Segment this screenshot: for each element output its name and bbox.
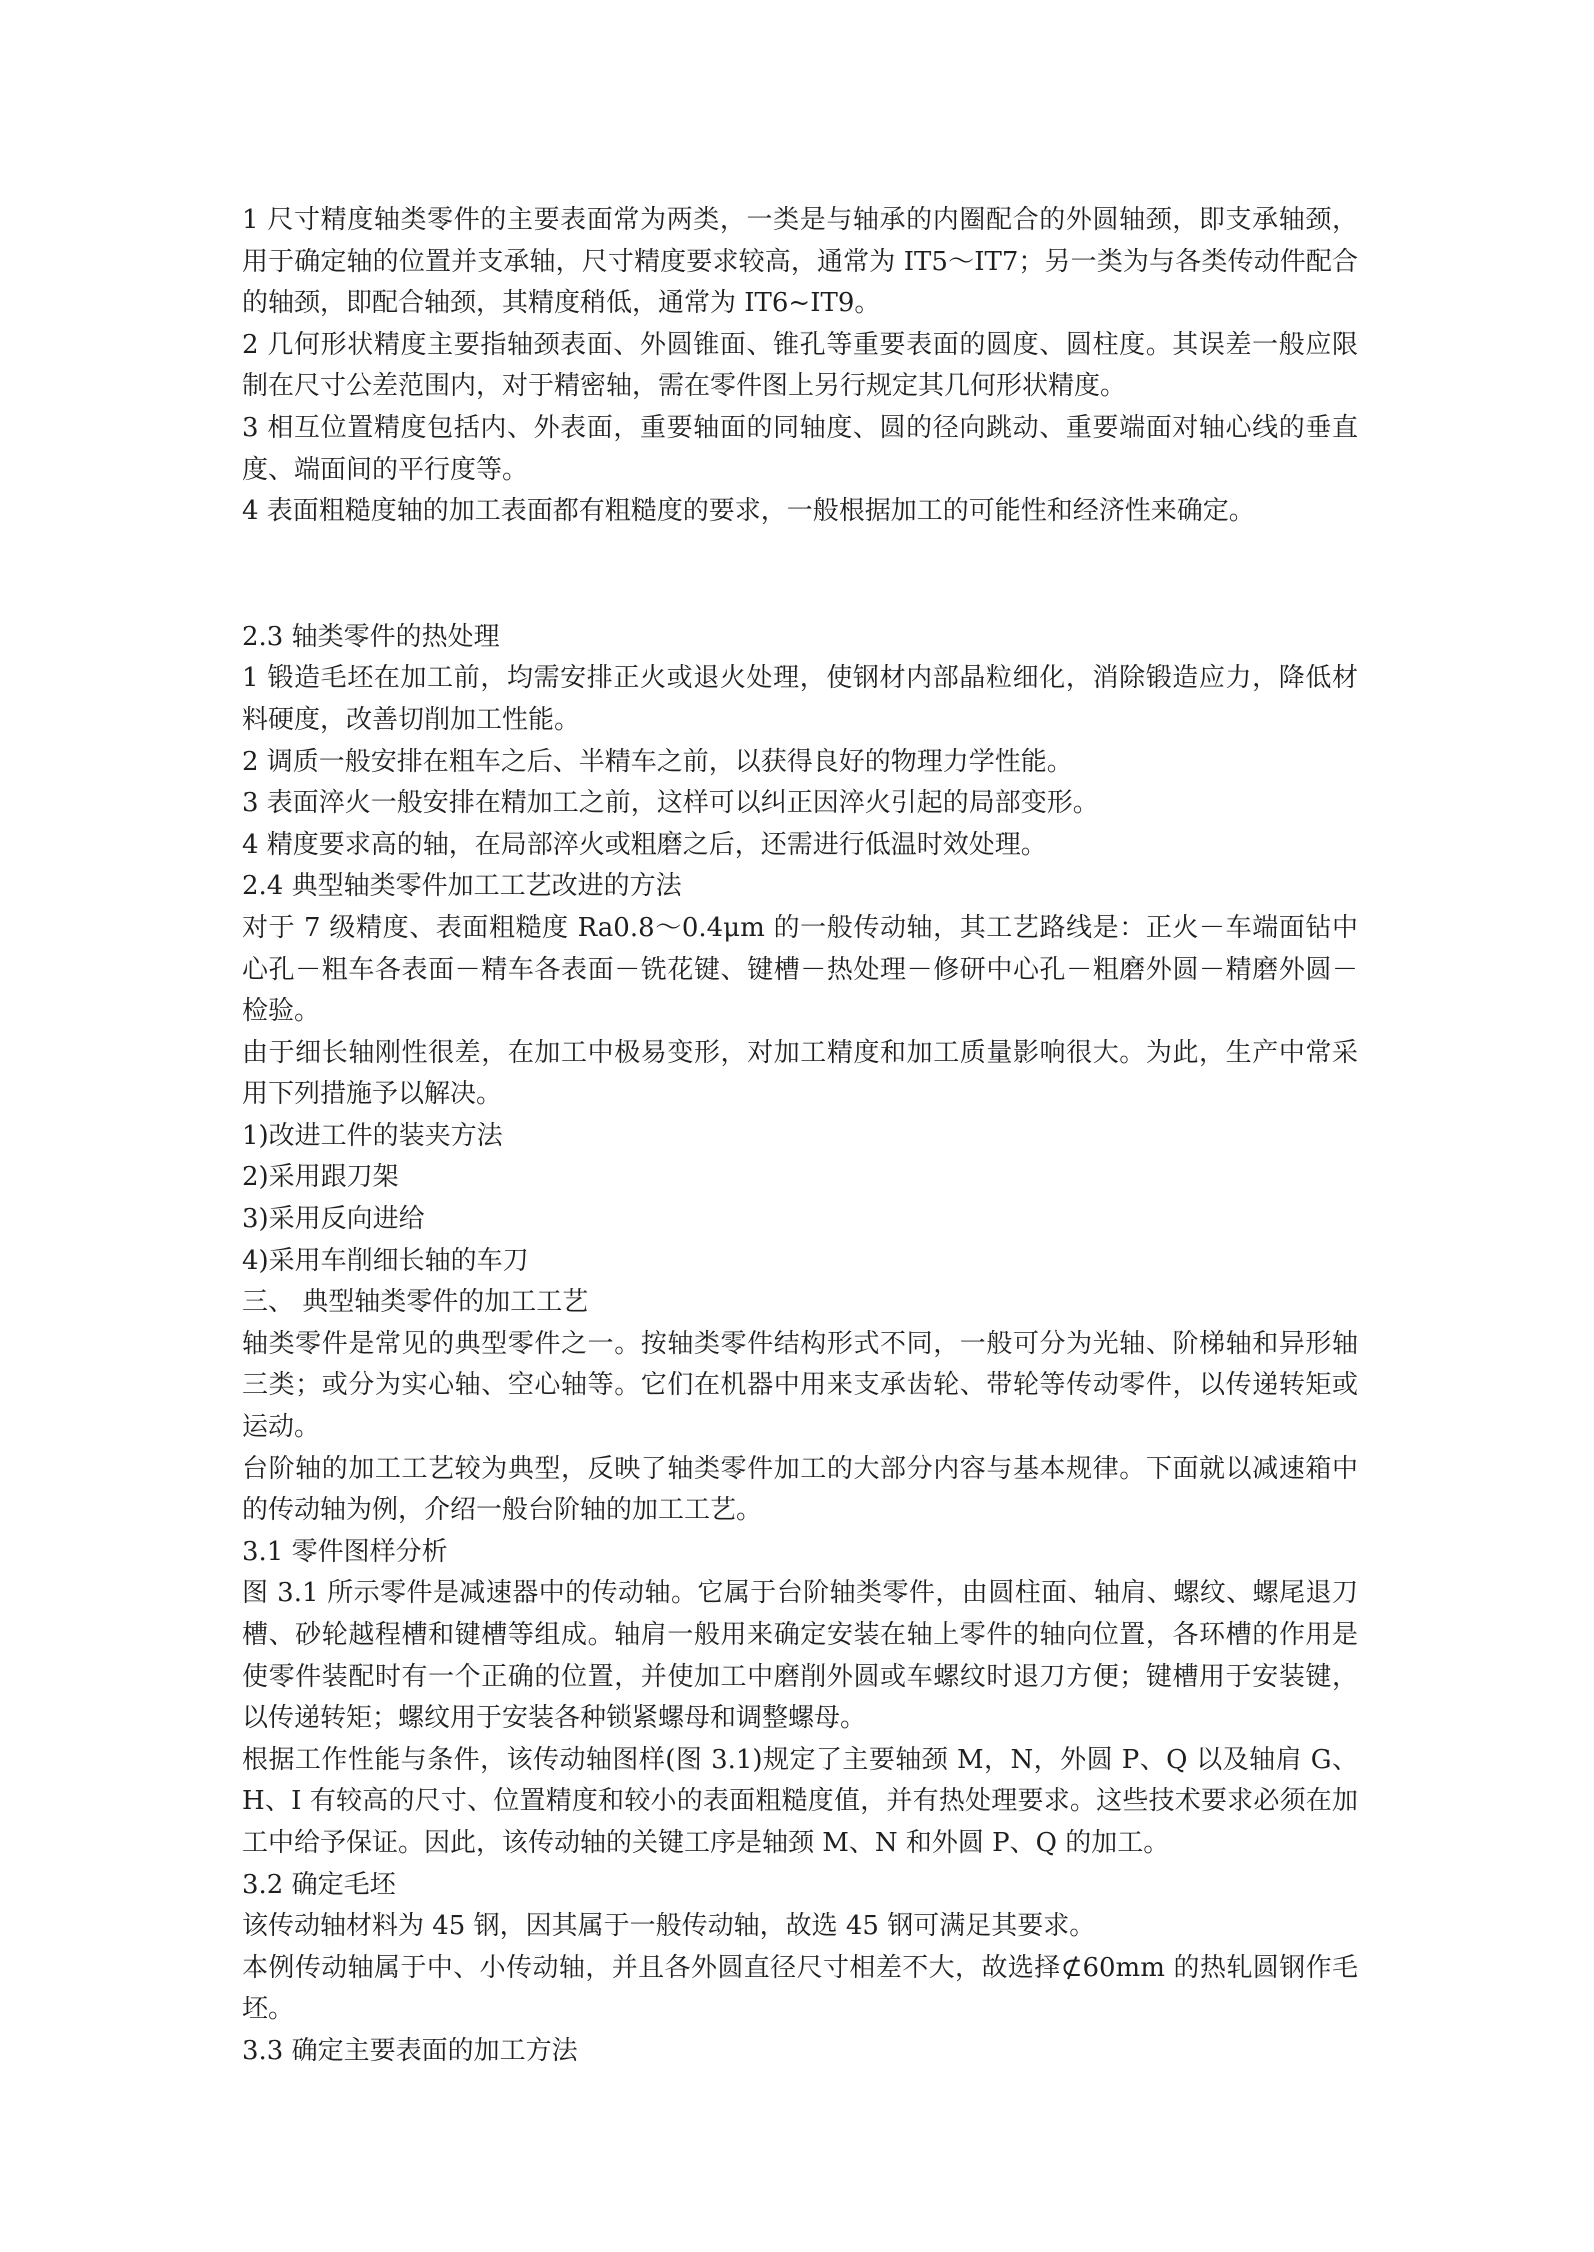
paragraph-slender-shaft: 由于细长轴刚性很差，在加工中极易变形，对加工精度和加工质量影响很大。为此，生产中常采用下列措施予以解决。 (242, 1037, 1358, 1110)
list-item-follow-rest: 2)采用跟刀架 (242, 1162, 399, 1193)
paragraph-key-process: 根据工作性能与条件，该传动轴图样(图 3.1)规定了主要轴颈 M，N，外圆 P、Q 以及轴肩 G、H、I 有较高的尺寸、位置精度和较小的表面粗糙度值，并有热处理要求。这些技术要求必须在加工中给予保证。因此，该传动轴的关键工序是轴颈 M、N 和外圆 P、Q 的加工。 (242, 1744, 1358, 1858)
list-item-reverse-feed: 3)采用反向进给 (242, 1204, 425, 1235)
paragraph-quenching-tempering: 2 调质一般安排在粗车之后、半精车之前，以获得良好的物理力学性能。 (242, 746, 1073, 777)
paragraph-process-route: 对于 7 级精度、表面粗糙度 Ra0.8～0.4μm 的一般传动轴，其工艺路线是：正火－车端面钻中心孔－粗车各表面－精车各表面－铣花键、键槽－热处理－修研中心孔－粗磨外圆－精磨外圆－检验。 (242, 912, 1358, 1027)
paragraph-forging-normalizing: 1 锻造毛坯在加工前，均需安排正火或退火处理，使钢材内部晶粒细化，消除锻造应力，降低材料硬度，改善切削加工性能。 (242, 663, 1358, 735)
paragraph-material: 该传动轴材料为 45 钢，因其属于一般传动轴，故选 45 钢可满足其要求。 (242, 1911, 1096, 1942)
paragraph-step-shaft: 台阶轴的加工工艺较为典型，反映了轴类零件加工的大部分内容与基本规律。下面就以减速箱中的传动轴为例，介绍一般台阶轴的加工工艺。 (242, 1453, 1358, 1526)
document-body (242, 200, 1358, 2073)
list-item-clamping: 1)改进工件的装夹方法 (242, 1120, 503, 1151)
heading-3-1: 3.1 零件图样分析 (242, 1536, 448, 1567)
paragraph-blank-selection: 本例传动轴属于中、小传动轴，并且各外圆直径尺寸相差不大，故选择⊄60mm 的热轧圆钢作毛坯。 (242, 1952, 1358, 2025)
paragraph-dimensional-accuracy: 1 尺寸精度轴类零件的主要表面常为两类，一类是与轴承的内圈配合的外圆轴颈，即支承轴颈，用于确定轴的位置并支承轴，尺寸精度要求较高，通常为 IT5～IT7；另一类为与各类传动件配合的轴颈，即配合轴颈，其精度稍低，通常为 IT6~IT9。 (242, 205, 1358, 319)
heading-2-4: 2.4 典型轴类零件加工工艺改进的方法 (242, 871, 682, 902)
paragraph-surface-roughness: 4 表面粗糙度轴的加工表面都有粗糙度的要求，一般根据加工的可能性和经济性来确定。 (242, 496, 1255, 527)
paragraph-aging-treatment: 4 精度要求高的轴，在局部淬火或粗磨之后，还需进行低温时效处理。 (242, 829, 1047, 860)
section-gap (242, 533, 1358, 617)
list-item-turning-tool: 4)采用车削细长轴的车刀 (242, 1245, 529, 1276)
paragraph-shaft-types: 轴类零件是常见的典型零件之一。按轴类零件结构形式不同，一般可分为光轴、阶梯轴和异形轴三类；或分为实心轴、空心轴等。它们在机器中用来支承齿轮、带轮等传动零件，以传递转矩或运动。 (242, 1328, 1358, 1443)
paragraph-position-accuracy: 3 相互位置精度包括内、外表面，重要轴面的同轴度、圆的径向跳动、重要端面对轴心线的垂直度、端面间的平行度等。 (242, 412, 1358, 485)
paragraph-geometric-accuracy: 2 几何形状精度主要指轴颈表面、外圆锥面、锥孔等重要表面的圆度、圆柱度。其误差一般应限制在尺寸公差范围内，对于精密轴，需在零件图上另行规定其几何形状精度。 (242, 329, 1358, 402)
heading-3-2: 3.2 确定毛坯 (242, 1869, 396, 1900)
heading-3-3: 3.3 确定主要表面的加工方法 (242, 2035, 578, 2066)
paragraph-drawing-analysis: 图 3.1 所示零件是减速器中的传动轴。它属于台阶轴类零件，由圆柱面、轴肩、螺纹、螺尾退刀槽、砂轮越程槽和键槽等组成。轴肩一般用来确定安装在轴上零件的轴向位置，各环槽的作用是使零件装配时有一个正确的位置，并使加工中磨削外圆或车螺纹时退刀方便；键槽用于安装键，以传递转矩；螺纹用于安装各种锁紧螺母和调整螺母。 (242, 1578, 1358, 1734)
heading-2-3: 2.3 轴类零件的热处理 (242, 621, 500, 652)
paragraph-surface-hardening: 3 表面淬火一般安排在精加工之前，这样可以纠正因淬火引起的局部变形。 (242, 788, 1099, 819)
heading-section-3: 三、 典型轴类零件的加工工艺 (242, 1287, 589, 1318)
